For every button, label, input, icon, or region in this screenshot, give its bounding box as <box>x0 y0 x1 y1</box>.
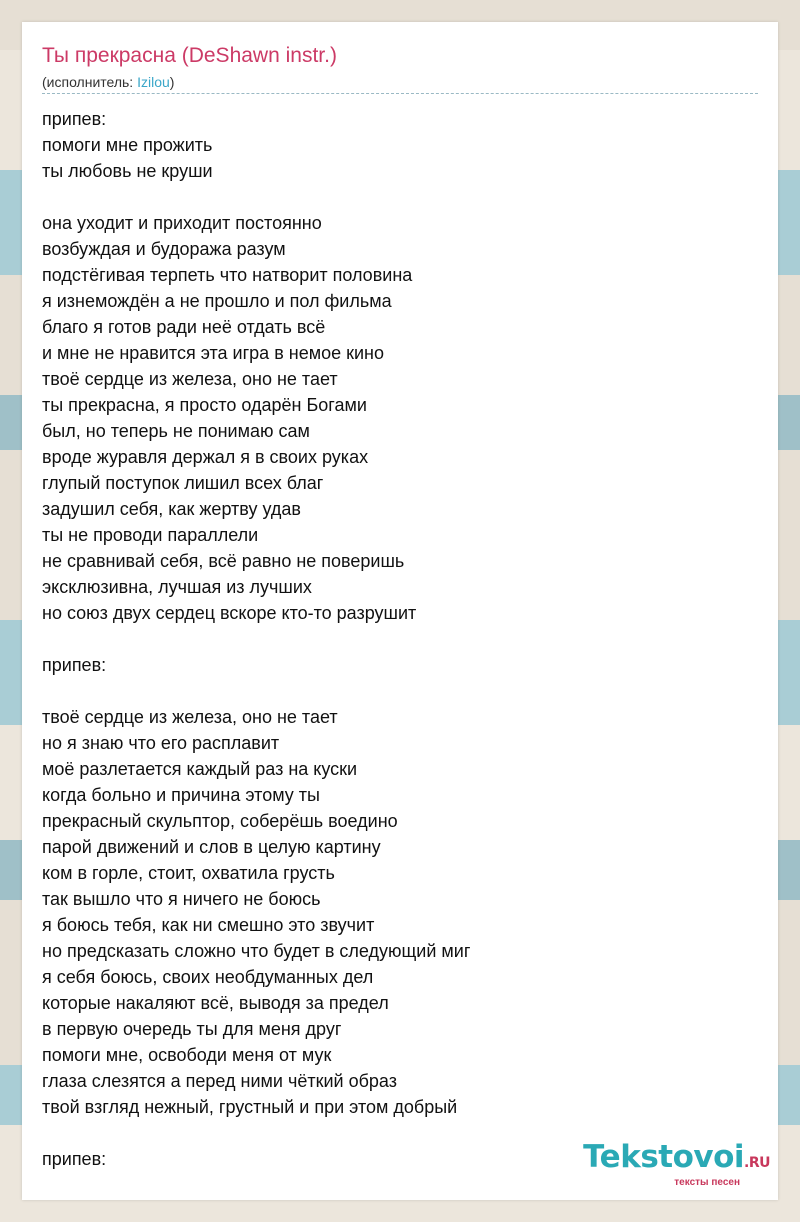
lyric-line: я себя боюсь, своих необдуманных дел <box>42 967 374 987</box>
logo-wordmark: Tekstovoi <box>583 1139 745 1175</box>
lyric-line <box>42 626 762 652</box>
lyric-line: но я знаю что его расплавит <box>42 733 280 753</box>
lyric-line: но союз двух сердец вскоре кто-то разрушит <box>42 603 417 623</box>
lyric-line: твоё сердце из железа, оно не тает <box>42 369 338 389</box>
lyric-line: не сравнивай себя, всё равно не поверишь <box>42 551 405 571</box>
artist-prefix: (исполнитель: <box>42 74 138 90</box>
lyric-line: помоги мне прожить <box>42 135 213 155</box>
lyric-line: ком в горле, стоит, охватила грусть <box>42 863 335 883</box>
lyric-line: подстёгивая терпеть что натворит половина <box>42 265 413 285</box>
header-divider <box>42 93 758 94</box>
lyric-line: я боюсь тебя, как ни смешно это звучит <box>42 915 375 935</box>
site-logo[interactable] <box>583 1141 770 1188</box>
lyric-line: я изнемождён а не прошло и пол фильма <box>42 291 392 311</box>
lyric-line: припев: <box>42 655 107 675</box>
lyric-line: глаза слезятся а перед ними чёткий образ <box>42 1071 397 1091</box>
lyric-line: ты любовь не круши <box>42 161 213 181</box>
lyric-line: глупый поступок лишил всех благ <box>42 473 324 493</box>
lyrics-card <box>22 22 778 1200</box>
logo-tagline: тексты песен <box>674 1177 740 1188</box>
artist-suffix: ) <box>169 74 175 90</box>
lyric-line: вроде журавля держал я в своих руках <box>42 447 369 467</box>
lyric-line: и мне не нравится эта игра в немое кино <box>42 343 384 363</box>
lyric-line: парой движений и слов в целую картину <box>42 837 381 857</box>
lyric-line: прекрасный скульптор, соберёшь воедино <box>42 811 398 831</box>
lyrics-text <box>42 106 762 1172</box>
lyric-line <box>42 678 762 704</box>
lyric-line: был, но теперь не понимаю сам <box>42 421 310 441</box>
lyric-line: припев: <box>42 1149 107 1169</box>
artist-link[interactable]: Izilou <box>137 74 170 90</box>
lyric-line: ты не проводи параллели <box>42 525 259 545</box>
logo-tld: .RU <box>744 1155 770 1171</box>
lyric-line: но предсказать сложно что будет в следующий миг <box>42 941 471 961</box>
lyric-line: возбуждая и будоража разум <box>42 239 286 259</box>
lyric-line: она уходит и приходит постоянно <box>42 213 322 233</box>
lyric-line: твоё сердце из железа, оно не тает <box>42 707 338 727</box>
lyric-line <box>42 184 762 210</box>
lyric-line: твой взгляд нежный, грустный и при этом добрый <box>42 1097 458 1117</box>
lyric-line: так вышло что я ничего не боюсь <box>42 889 321 909</box>
lyric-line: ты прекрасна, я просто одарён Богами <box>42 395 367 415</box>
lyric-line: благо я готов ради неё отдать всё <box>42 317 326 337</box>
lyric-line: задушил себя, как жертву удав <box>42 499 301 519</box>
lyric-line: помоги мне, освободи меня от мук <box>42 1045 332 1065</box>
lyric-line: припев: <box>42 109 107 129</box>
lyric-line: в первую очередь ты для меня друг <box>42 1019 342 1039</box>
song-title: Ты прекрасна (DeShawn instr.) <box>42 44 337 67</box>
lyric-line: моё разлетается каждый раз на куски <box>42 759 358 779</box>
lyric-line: которые накаляют всё, выводя за предел <box>42 993 389 1013</box>
artist-line <box>42 74 174 90</box>
lyric-line: эксклюзивна, лучшая из лучших <box>42 577 312 597</box>
lyric-line: когда больно и причина этому ты <box>42 785 320 805</box>
